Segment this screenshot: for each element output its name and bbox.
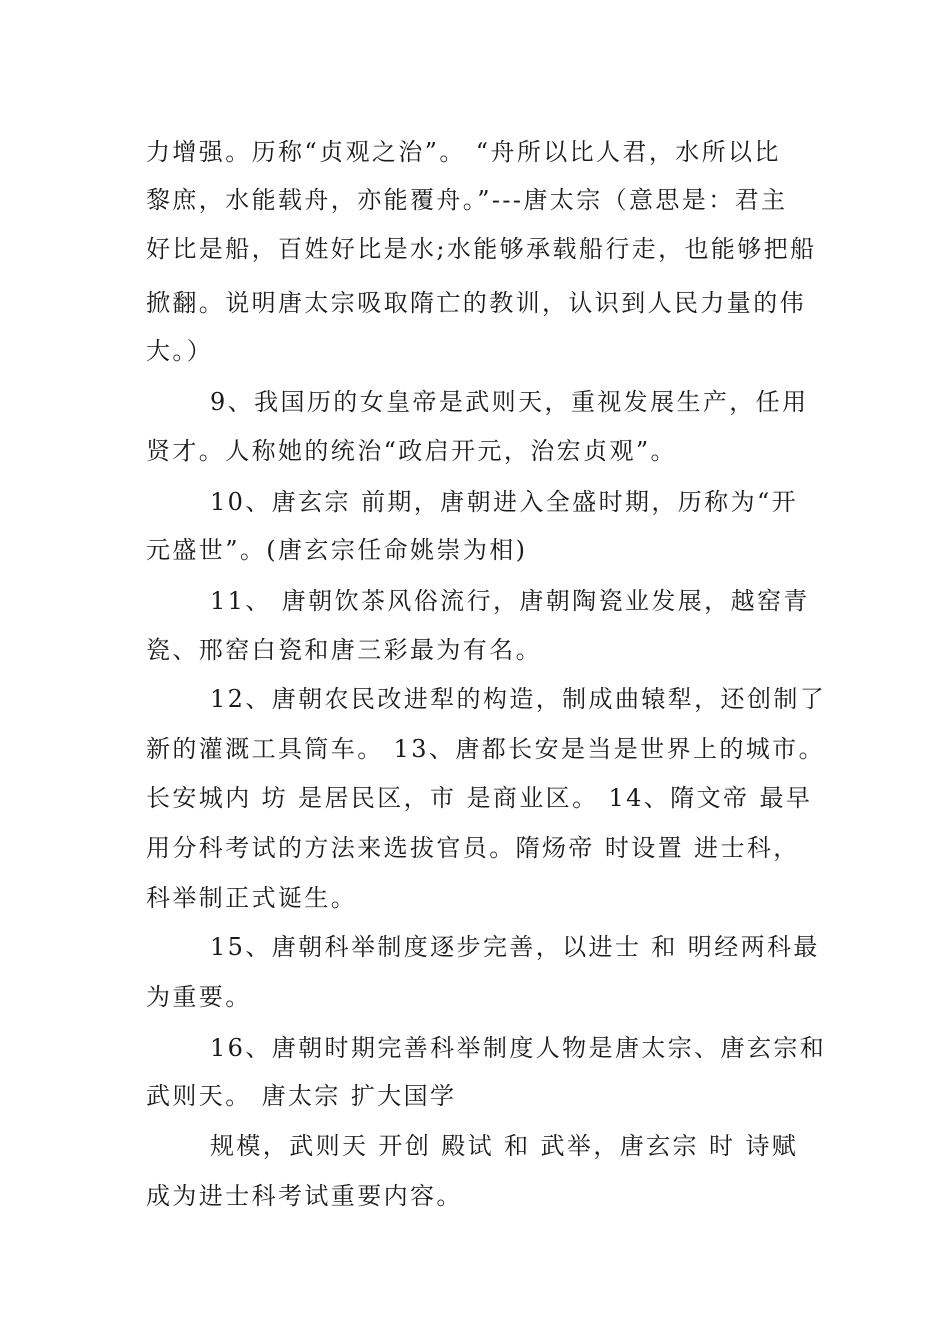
text-line: 成为进士科考试重要内容。 [146, 1182, 463, 1210]
text-line: 好比是船，百姓好比是水;水能够承载船行走，也能够把船 [146, 235, 817, 263]
paragraph-16-line: 16、唐朝时期完善科举制度人物是唐太宗、唐玄宗和 [210, 1034, 827, 1062]
text-line: 新的灌溉工具筒车。 13、唐都长安是当是世界上的城市。 [146, 735, 825, 763]
paragraph-9-line: 9、我国历的女皇帝是武则天，重视发展生产，任用 [210, 388, 809, 416]
text-line: 用分科考试的方法来选拔官员。隋炀帝 时设置 进士科， [146, 834, 800, 862]
text-line: 为重要。 [146, 983, 252, 1011]
paragraph-11-line: 11、 唐朝饮茶风俗流行，唐朝陶瓷业发展，越窑青 [210, 587, 810, 615]
paragraph-10-line: 10、唐玄宗 前期，唐朝进入全盛时期，历称为“开 [210, 488, 799, 516]
text-line: 武则天。 唐太宗 扩大国学 [146, 1082, 457, 1110]
text-line: 力增强。历称“贞观之治”。 “舟所以比人君，水所以比 [146, 138, 781, 166]
text-line: 科举制正式诞生。 [146, 884, 358, 912]
paragraph-12-line: 12、唐朝农民改进犁的构造，制成曲辕犁，还创制了 [210, 685, 827, 713]
paragraph-15-line: 15、唐朝科举制度逐步完善，以进士 和 明经两科最 [210, 933, 820, 961]
text-line: 瓷、邢窑白瓷和唐三彩最为有名。 [146, 636, 542, 664]
text-line: 长安城内 坊 是居民区，市 是商业区。 14、隋文帝 最早 [146, 784, 813, 812]
text-line: 贤才。人称她的统治“政启开元，治宏贞观”。 [146, 437, 677, 465]
text-line: 掀翻。说明唐太宗吸取隋亡的教训，认识到人民力量的伟 [146, 289, 806, 317]
text-line: 规模，武则天 开创 殿试 和 武举，唐玄宗 时 诗赋 [210, 1132, 799, 1160]
text-line: 大。） [146, 337, 214, 365]
text-line: 元盛世”。(唐玄宗任命姚崇为相) [146, 536, 528, 564]
text-line: 黎庶，水能载舟，亦能覆舟。”---唐太宗（意思是：君主 [146, 186, 788, 214]
